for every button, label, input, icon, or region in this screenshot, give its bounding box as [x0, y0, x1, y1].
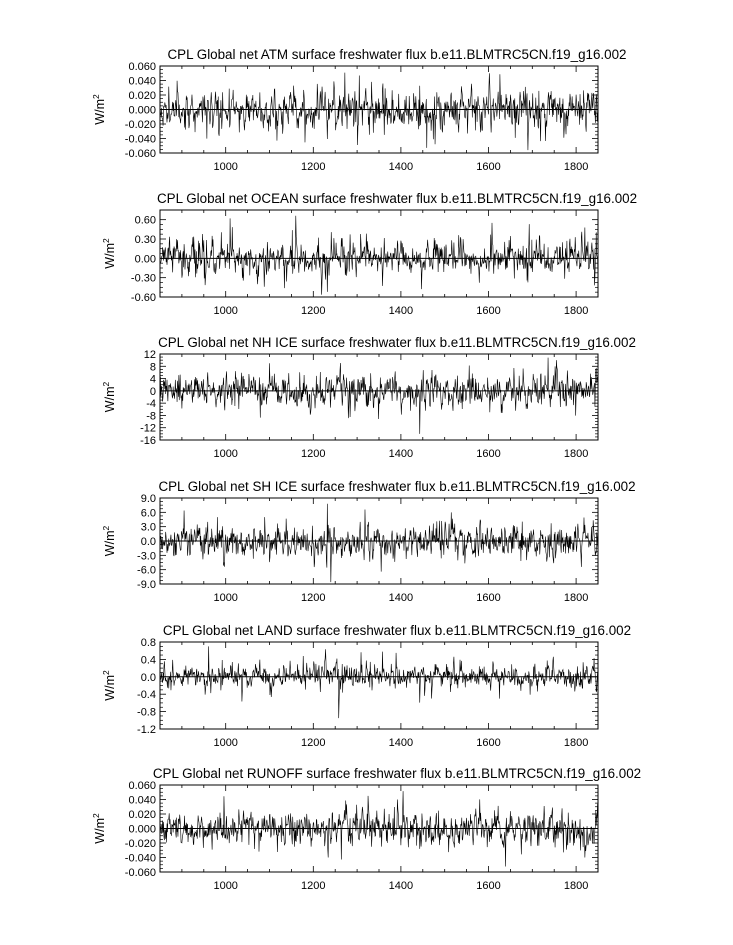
y-axis-label: $W/m^2$: [91, 94, 107, 125]
x-tick-label: 1000: [213, 448, 238, 460]
y-tick-label: 0.020: [128, 809, 156, 821]
x-tick-label: 1400: [388, 737, 414, 749]
y-tick-label: -0.30: [130, 272, 156, 285]
y-axis-label: $W/m^2$: [101, 381, 117, 413]
x-tick-label: 1000: [213, 305, 238, 317]
y-tick-label: 0.000: [128, 104, 156, 117]
y-tick-label: -0.060: [124, 148, 156, 160]
y-tick-label: 8: [149, 361, 156, 374]
x-tick-label: 1800: [563, 448, 589, 460]
x-tick-label: 1200: [301, 592, 326, 604]
chart-title: CPL Global net ATM surface freshwater flux b.e11.BLMTRC5CN.f19_g16.002: [167, 47, 627, 62]
y-tick-label: -3.0: [137, 550, 156, 563]
chart-title: CPL Global net SH ICE surface freshwater flux b.e11.BLMTRC5CN.f19_g16.002: [158, 479, 636, 494]
chart-panel: [91, 47, 626, 173]
x-tick-label: 1600: [476, 161, 501, 173]
x-tick-label: 1200: [301, 305, 326, 317]
y-tick-label: -0.040: [124, 133, 156, 146]
x-tick-label: 1400: [388, 592, 414, 604]
y-tick-label: 0: [149, 385, 156, 398]
y-tick-label: 0.4: [140, 654, 156, 667]
x-tick-label: 1000: [213, 161, 238, 173]
y-tick-label: -6.0: [137, 564, 156, 577]
y-tick-label: 6.0: [140, 507, 156, 520]
chart-panel: [91, 766, 641, 892]
y-tick-label: 0.040: [128, 75, 156, 88]
y-tick-label: -1.2: [137, 724, 156, 736]
x-tick-label: 1200: [301, 448, 326, 460]
y-tick-label: -12: [140, 422, 156, 435]
series-line: [160, 216, 598, 295]
y-tick-label: 0.30: [134, 234, 156, 246]
y-tick-label: 12: [143, 349, 156, 361]
y-tick-label: -0.60: [130, 292, 156, 304]
y-axis-label: $W/m^2$: [91, 813, 107, 844]
chart-title: CPL Global net RUNOFF surface freshwater flux b.e11.BLMTRC5CN.f19_g16.002: [152, 766, 642, 781]
series-line: [160, 73, 598, 150]
y-axis-label-superscript: 2: [91, 94, 101, 100]
y-tick-label: 0.000: [128, 823, 156, 836]
x-tick-label: 1600: [476, 592, 501, 604]
y-tick-label: 4: [149, 373, 156, 386]
y-tick-label: 0.0: [140, 671, 156, 684]
x-tick-label: 1400: [388, 448, 414, 460]
chart-panel: [101, 479, 636, 604]
x-tick-label: 1800: [563, 161, 589, 173]
x-tick-label: 1400: [388, 161, 414, 173]
y-axis-label: $W/m^2$: [101, 238, 117, 269]
y-axis-label: $W/m^2$: [101, 525, 117, 557]
y-tick-label: -0.060: [124, 867, 156, 879]
y-tick-label: -0.4: [137, 689, 156, 702]
x-tick-label: 1600: [476, 880, 501, 892]
y-tick-label: 0.020: [128, 90, 156, 102]
y-tick-label: -8: [146, 410, 156, 423]
x-tick-label: 1800: [563, 737, 589, 749]
chart-panel: [101, 335, 636, 460]
x-tick-label: 1000: [213, 737, 238, 749]
y-tick-label: 0.8: [140, 637, 156, 649]
y-axis-label-superscript: 2: [101, 670, 111, 676]
x-tick-label: 1800: [563, 305, 589, 317]
chart-title: CPL Global net LAND surface freshwater flux b.e11.BLMTRC5CN.f19_g16.002: [162, 623, 632, 638]
x-tick-label: 1200: [301, 880, 326, 892]
chart-panel: [101, 191, 637, 317]
x-tick-label: 1800: [563, 592, 589, 604]
y-axis-label-superscript: 2: [101, 381, 111, 387]
y-axis-label-superscript: 2: [101, 238, 111, 244]
series-line: [160, 504, 598, 582]
chart-title: CPL Global net NH ICE surface freshwater flux b.e11.BLMTRC5CN.f19_g16.002: [158, 335, 636, 350]
y-tick-label: -4: [146, 398, 156, 411]
y-axis-label: $W/m^2$: [101, 670, 117, 701]
x-tick-label: 1600: [476, 305, 501, 317]
x-tick-label: 1600: [476, 448, 501, 460]
chart-panel: [101, 623, 631, 749]
y-tick-label: -0.040: [124, 852, 156, 865]
x-tick-label: 1400: [388, 305, 414, 317]
y-axis-label-superscript: 2: [91, 813, 101, 819]
y-tick-label: 0.0: [140, 536, 156, 548]
x-tick-label: 1000: [213, 880, 238, 892]
y-tick-label: -0.8: [137, 706, 156, 719]
plot-frame: [160, 354, 598, 440]
series-line: [160, 646, 598, 718]
y-tick-label: -0.020: [124, 838, 156, 850]
x-tick-label: 1800: [563, 880, 589, 892]
y-tick-label: -9.0: [137, 579, 156, 591]
x-tick-label: 1200: [301, 737, 326, 749]
x-tick-label: 1000: [213, 592, 238, 604]
y-tick-label: 0.040: [128, 794, 156, 807]
series-line: [160, 358, 598, 434]
x-tick-label: 1600: [476, 737, 501, 749]
plot-frame: [160, 642, 598, 729]
y-tick-label: 0.00: [134, 253, 156, 266]
y-tick-label: 0.060: [128, 61, 156, 73]
y-tick-label: -0.020: [124, 119, 156, 131]
y-axis-label-superscript: 2: [101, 525, 111, 531]
y-tick-label: 0.060: [128, 780, 156, 792]
y-tick-label: 9.0: [140, 493, 156, 505]
x-tick-label: 1200: [301, 161, 326, 173]
y-tick-label: 0.60: [134, 214, 156, 227]
chart-title: CPL Global net OCEAN surface freshwater flux b.e11.BLMTRC5CN.f19_g16.002: [156, 191, 638, 206]
y-tick-label: -16: [140, 435, 156, 447]
x-tick-label: 1400: [388, 880, 414, 892]
y-tick-label: 3.0: [140, 521, 156, 534]
